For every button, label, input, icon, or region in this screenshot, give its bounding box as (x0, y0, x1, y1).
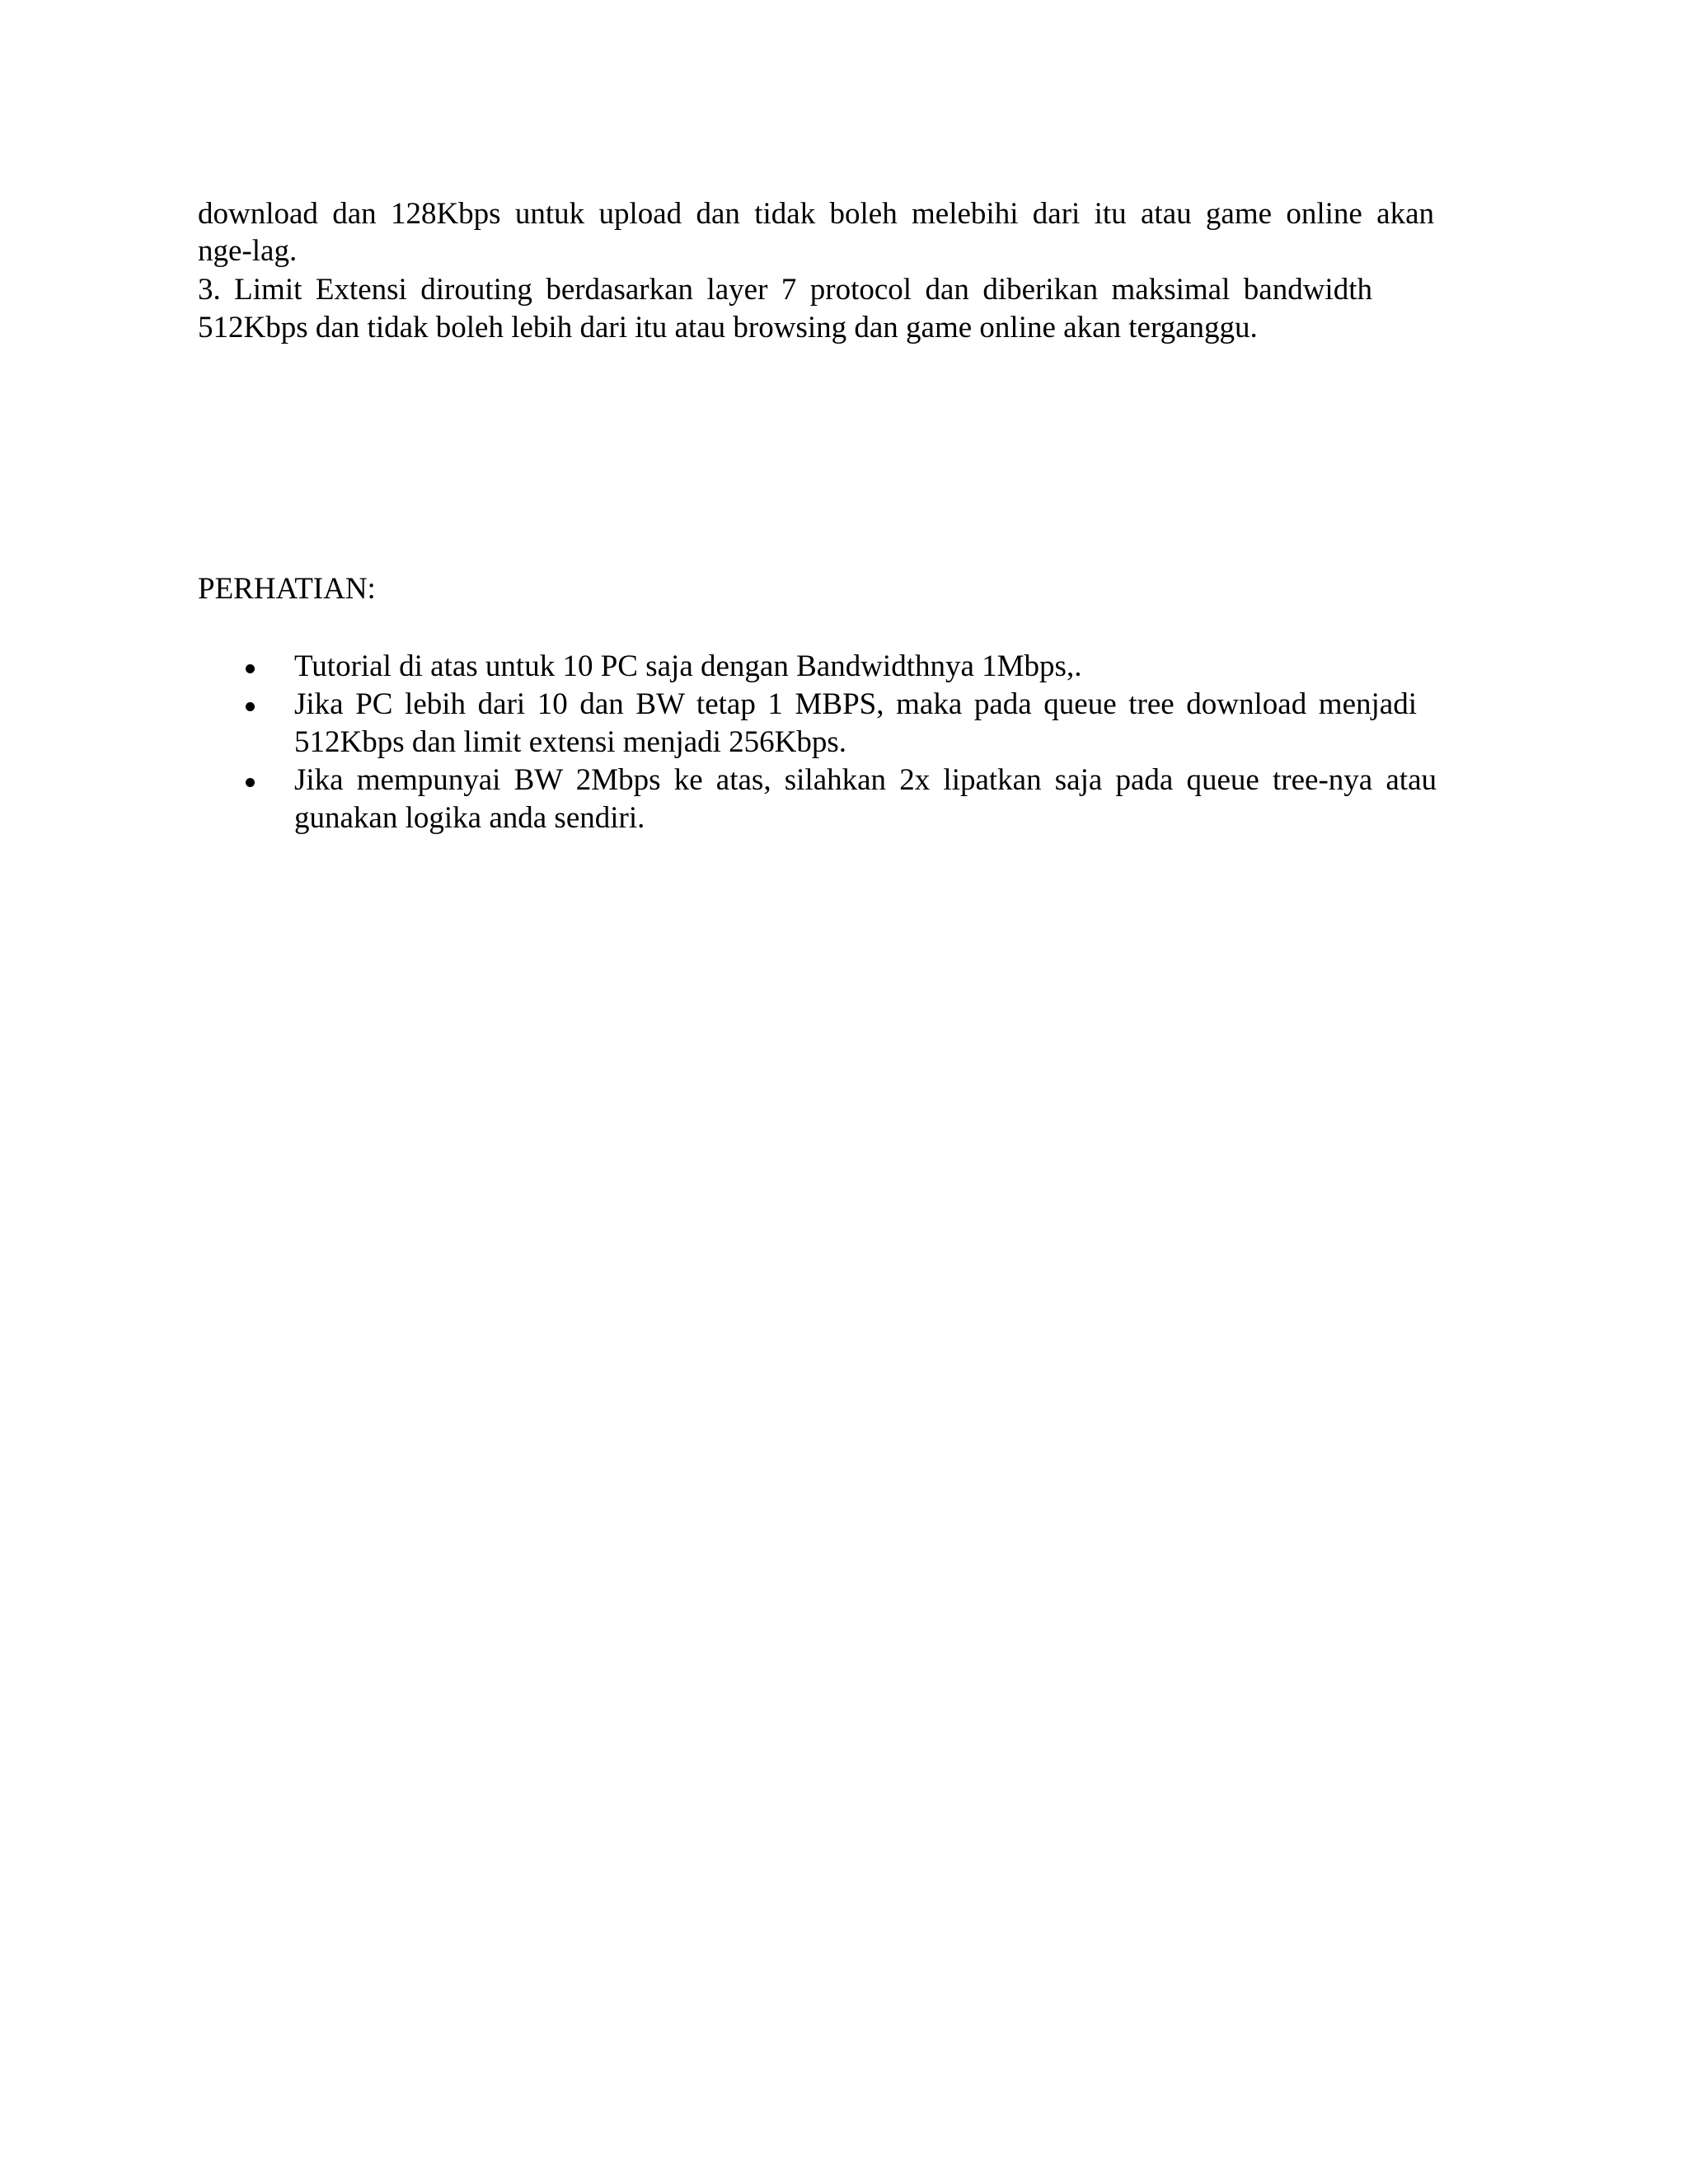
bullet-icon (246, 664, 255, 673)
list-item-line-2: 512Kbps dan limit extensi menjadi 256Kbps. (294, 725, 847, 759)
list-item-line-2: gunakan logika anda sendiri. (294, 801, 645, 835)
bullet-icon (246, 702, 255, 711)
list-item-line-1: Jika mempunyai BW 2Mbps ke atas, silahkan 2x lipatkan saja pada queue tree-nya atau (294, 763, 1437, 797)
list-item-line-1: Tutorial di atas untuk 10 PC saja dengan Bandwidthnya 1Mbps,. (294, 649, 1082, 683)
bullet-icon (246, 778, 255, 787)
paragraph-continued-line-2: nge-lag. (198, 234, 298, 268)
list-item-line-1: Jika PC lebih dari 10 dan BW tetap 1 MBPS, maka pada queue tree download menjadi (294, 687, 1417, 721)
item-3-line-1: 3. Limit Extensi dirouting berdasarkan layer 7 protocol dan diberikan maksimal bandwidth (198, 273, 1372, 307)
item-3-line-2: 512Kbps dan tidak boleh lebih dari itu atau browsing dan game online akan terganggu. (198, 311, 1258, 344)
paragraph-continued-line-1: download dan 128Kbps untuk upload dan tidak boleh melebihi dari itu atau game online akan (198, 197, 1434, 231)
notice-heading: PERHATIAN: (198, 572, 376, 606)
